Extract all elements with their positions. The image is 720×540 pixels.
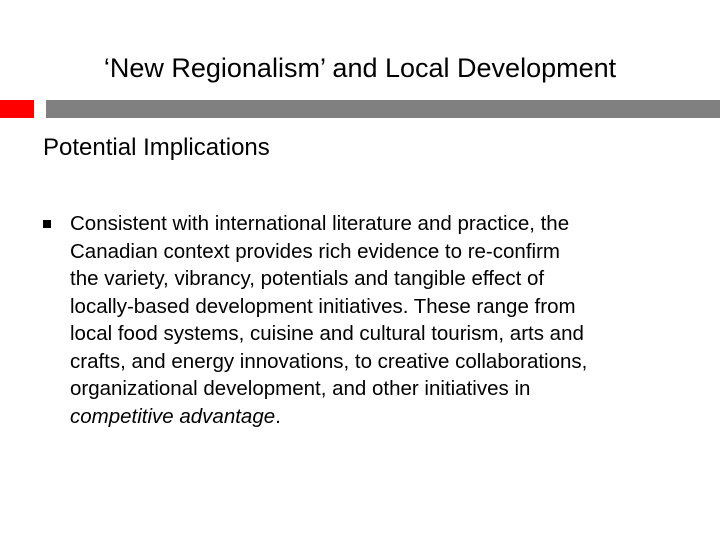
accent-rule-red: [0, 100, 34, 118]
bullet-line: crafts, and energy innovations, to creative collaborations,: [70, 349, 588, 373]
bullet-text: [70, 210, 700, 430]
bullet-line: Consistent with international literature and practice, the: [70, 212, 570, 235]
bullet-line: Canadian context provides rich evidence to re-confirm: [70, 239, 560, 263]
bullet-line: organizational development, and other initiatives in: [70, 377, 531, 400]
bullet-last-line: [70, 403, 700, 431]
bullet-line: local food systems, cuisine and cultural tourism, arts and: [70, 322, 584, 345]
slide-title: ‘New Regionalism’ and Local Development: [103, 53, 617, 83]
sentence-end: .: [275, 404, 281, 428]
italic-phrase: competitive advantage: [70, 404, 276, 428]
accent-rule-gray: [46, 100, 720, 118]
slide-subtitle: Potential Implications: [43, 134, 270, 161]
bullet-line: the variety, vibrancy, potentials and tangible effect of: [70, 267, 545, 290]
square-bullet-icon: [43, 220, 51, 228]
bullet-line: locally-based development initiatives. These range from: [70, 294, 576, 318]
